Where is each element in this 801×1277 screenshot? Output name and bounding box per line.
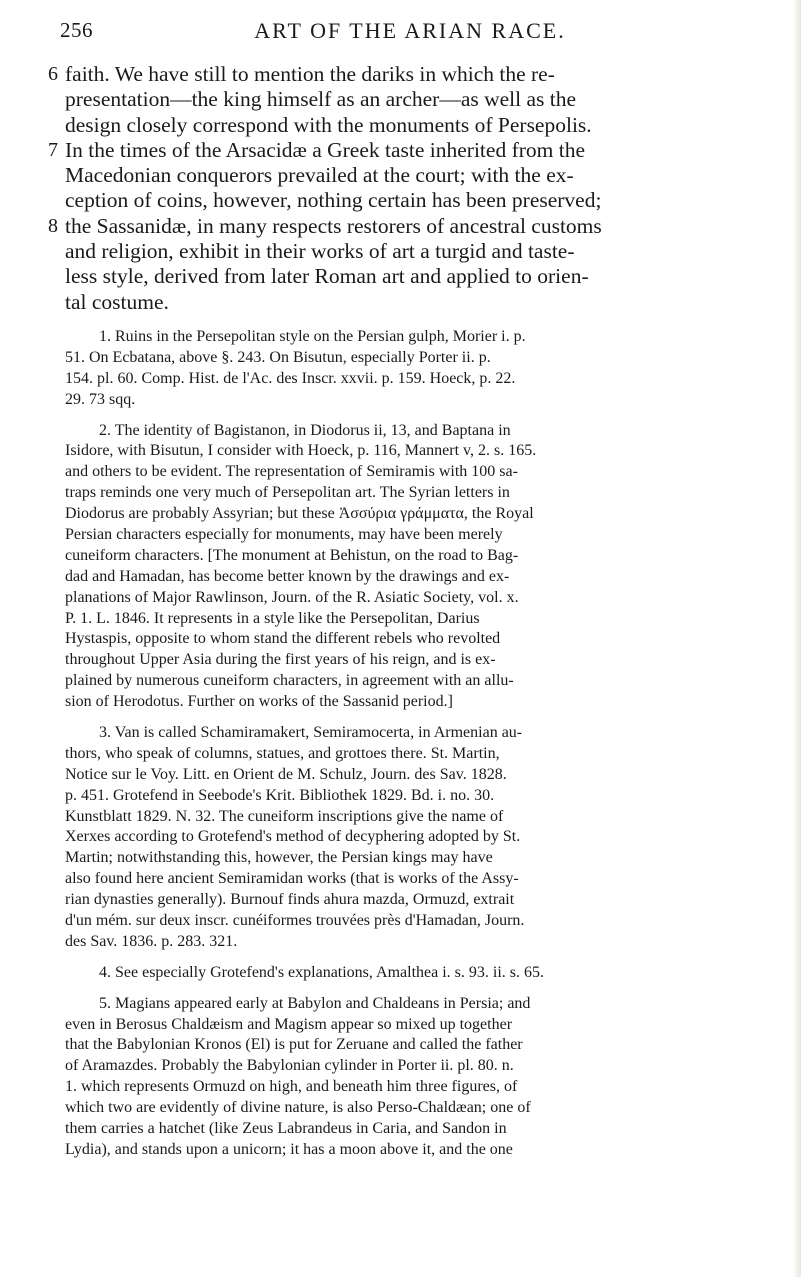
- footnote-line: 154. pl. 60. Comp. Hist. de l'Ac. des Inscr. xxvii. p. 159. Hoeck, p. 22.: [65, 369, 516, 387]
- running-title: ART OF THE ARIAN RACE.: [254, 18, 566, 43]
- footnote: [65, 723, 755, 953]
- footnote-line: Notice sur le Voy. Litt. en Orient de M. Schulz, Journ. des Sav. 1828.: [65, 765, 507, 783]
- footnote-line: Lydia), and stands upon a unicorn; it has a moon above it, and the one: [65, 1140, 513, 1158]
- footnote-line: traps reminds one very much of Persepolitan art. The Syrian letters in: [65, 484, 510, 502]
- footnote-line: them carries a hatchet (like Zeus Labrandeus in Caria, and Sandon in: [65, 1120, 507, 1138]
- footnote-line: which two are evidently of divine nature, is also Perso-Chaldæan; one of: [65, 1099, 531, 1117]
- footnote-line: rian dynasties generally). Burnouf finds ahura mazda, Ormuzd, extrait: [65, 891, 515, 909]
- margin-number: 8: [48, 214, 58, 237]
- footnote-line: 3. Van is called Schamiramakert, Semiramocerta, in Armenian au-: [99, 724, 523, 741]
- page-edge: [793, 0, 801, 1277]
- main-text-content: less style, derived from later Roman art and applied to orien-: [65, 264, 589, 289]
- main-text-line: [65, 188, 755, 213]
- footnote-line: P. 1. L. 1846. It represents in a style like the Persepolitan, Darius: [65, 609, 480, 627]
- main-text-content: In the times of the Arsacidæ a Greek taste inherited from the: [65, 137, 586, 162]
- main-text-line: [65, 264, 755, 289]
- margin-number: 6: [48, 63, 58, 85]
- footnote-line: and others to be evident. The representation of Semiramis with 100 sa-: [65, 463, 518, 481]
- footnote-line: also found here ancient Semiramidan works (that is works of the Assy-: [65, 870, 519, 888]
- footnote-line: 29. 73 sqq.: [65, 390, 136, 408]
- footnote-line: of Aramazdes. Probably the Babylonian cylinder in Porter ii. pl. 80. n.: [65, 1057, 514, 1075]
- page-header: [60, 18, 760, 48]
- footnote-line: sion of Herodotus. Further on works of the Sassanid period.]: [65, 693, 453, 711]
- page-body: [48, 62, 755, 1161]
- margin-number: 7: [48, 138, 58, 161]
- footnote-line: 5. Magians appeared early at Babylon and Chaldeans in Persia; and: [99, 994, 531, 1012]
- footnote-line: Diodorus are probably Assyrian; but these Ἀσσύρια γράμματα, the Royal: [65, 505, 534, 523]
- footnote-line: 1. which represents Ormuzd on high, and beneath him three figures, of: [65, 1078, 518, 1096]
- main-text-content: design closely correspond with the monuments of Persepolis.: [65, 112, 592, 137]
- main-text-line: [65, 163, 755, 188]
- footnote-line: Martin; notwithstanding this, however, the Persian kings may have: [65, 849, 493, 867]
- footnote-line: 2. The identity of Bagistanon, in Diodorus ii, 13, and Baptana in: [99, 421, 511, 439]
- footnote-line: 51. On Ecbatana, above §. 243. On Bisutun, especially Porter ii. p.: [65, 348, 491, 366]
- footnote-line: 4. See especially Grotefend's explanations, Amalthea i. s. 93. ii. s. 65.: [99, 963, 545, 981]
- footnote-line: 1. Ruins in the Persepolitan style on the Persian gulph, Morier i. p.: [99, 327, 526, 345]
- footnote: [65, 421, 755, 713]
- footnote-line: d'un mém. sur deux inscr. cunéiformes trouvées près d'Hamadan, Journ.: [65, 912, 525, 930]
- main-text-content: presentation—the king himself as an archer—as well as the: [65, 87, 577, 112]
- footnote-line: even in Berosus Chaldæism and Magism appear so mixed up together: [65, 1015, 513, 1033]
- footnote-line: thors, who speak of columns, statues, and grottoes there. St. Martin,: [65, 744, 500, 762]
- footnote-line: planations of Major Rawlinson, Journ. of the R. Asiatic Society, vol. x.: [65, 588, 519, 606]
- footnote-line: Kunstblatt 1829. N. 32. The cuneiform inscriptions give the name of: [65, 807, 504, 825]
- page-number: 256: [60, 18, 93, 42]
- footnote-line: Xerxes according to Grotefend's method of decyphering adopted by St.: [65, 828, 521, 846]
- main-text-content: faith. We have still to mention the dariks in which the re-: [65, 62, 555, 86]
- main-text-content: Macedonian conquerors prevailed at the court; with the ex-: [65, 163, 574, 188]
- main-text-content: and religion, exhibit in their works of art a turgid and taste-: [65, 239, 575, 264]
- footnote-line: Hystaspis, opposite to whom stand the different rebels who revolted: [65, 630, 501, 648]
- footnote-line: that the Babylonian Kronos (El) is put for Zeruane and called the father: [65, 1036, 523, 1054]
- main-text-line: [65, 87, 755, 112]
- footnote-line: des Sav. 1836. p. 283. 321.: [65, 932, 238, 950]
- main-text-content: the Sassanidæ, in many respects restorers of ancestral customs: [65, 213, 602, 238]
- main-text-line: [65, 290, 755, 315]
- footnote-line: cuneiform characters. [The monument at Behistun, on the road to Bag-: [65, 546, 519, 564]
- footnote-line: dad and Hamadan, has become better known by the drawings and ex-: [65, 567, 510, 585]
- footnotes: [65, 327, 755, 1161]
- footnote-line: Isidore, with Bisutun, I consider with Hoeck, p. 116, Mannert v, 2. s. 165.: [65, 442, 537, 460]
- footnote-line: throughout Upper Asia during the first years of his reign, and is ex-: [65, 651, 496, 669]
- main-text-line: [48, 213, 755, 239]
- footnote: [65, 327, 755, 411]
- footnote-line: plained by numerous cuneiform characters, in agreement with an allu-: [65, 672, 514, 690]
- footnote-line: Persian characters especially for monuments, may have been merely: [65, 525, 503, 543]
- footnote: [65, 994, 755, 1161]
- main-text-line: [65, 113, 755, 138]
- main-text: [48, 62, 755, 315]
- footnote: [65, 963, 755, 984]
- footnote-line: p. 451. Grotefend in Seebode's Krit. Bibliothek 1829. Bd. i. no. 30.: [65, 786, 495, 804]
- main-text-line: [48, 137, 755, 163]
- main-text-line: [48, 62, 755, 87]
- main-text-content: tal costume.: [65, 289, 169, 314]
- main-text-content: ception of coins, however, nothing certain has been preserved;: [65, 188, 602, 213]
- main-text-line: [65, 239, 755, 264]
